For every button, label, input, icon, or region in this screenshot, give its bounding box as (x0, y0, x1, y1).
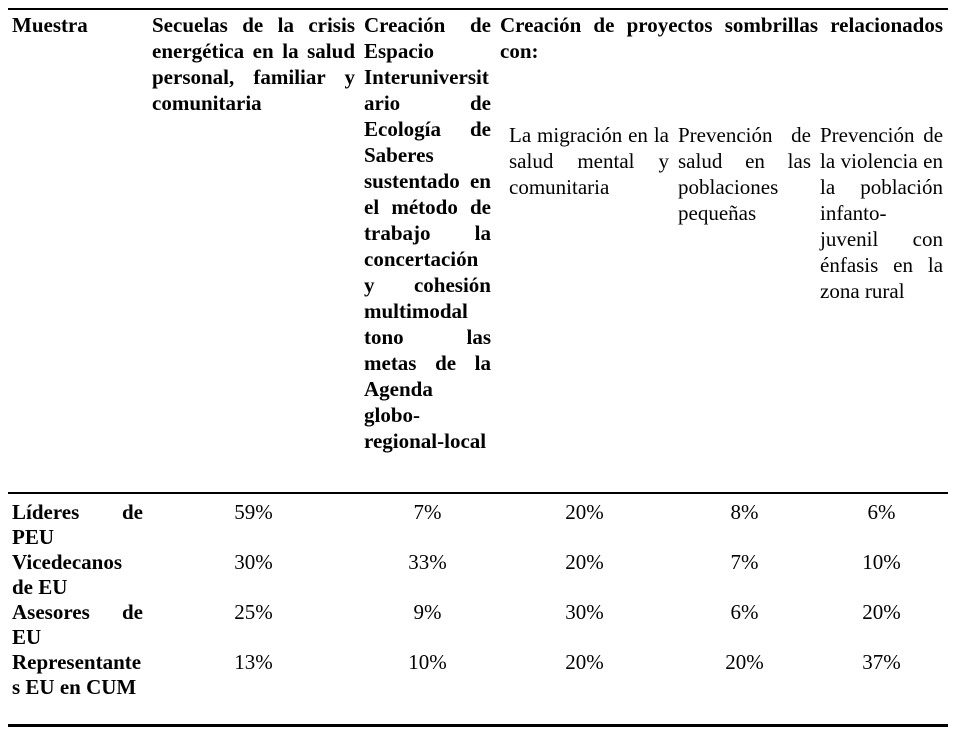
col-header-espacio-interuniversitario: Creación de Espacio Interuniversitario de Ecología de Saberes sustentado en el método de trabajo la concertación y cohesión multimodal tono las metas de la Agenda globo-regional-local (360, 9, 496, 493)
subcol-header-prevencion-violencia-infanto-juvenil: Prevención de la violencia en la población infanto-juvenil con énfasis en la zona rural (816, 120, 948, 493)
percent-cell: 10% (862, 550, 901, 574)
table-row-asesores-eu (8, 600, 948, 650)
col-group-header-proyectos-sombrillas: Creación de proyectos sombrillas relacionados con: (500, 13, 944, 63)
percent-cell: 25% (234, 600, 273, 624)
percent-cell: 20% (862, 600, 901, 624)
percent-cell: 30% (565, 600, 604, 624)
col-header-secuelas-crisis: Secuelas de la crisis energética en la salud personal, familiar y comunitaria (148, 9, 360, 493)
percent-cell: 8% (730, 500, 759, 524)
subcol-header-migracion-salud-mental: La migración en la salud mental y comunitaria (496, 120, 674, 493)
table-row-lideres-peu (8, 493, 948, 550)
header-row-main (8, 9, 948, 120)
row-label: Asesores de EU (12, 600, 143, 649)
percent-cell: 20% (565, 550, 604, 574)
table-bottom-rule (8, 724, 948, 727)
percent-cell: 37% (862, 650, 901, 674)
percent-cell: 10% (408, 650, 447, 674)
table-row-vicedecanos-eu (8, 550, 948, 600)
row-label: Vicedecanos de EU (12, 550, 123, 599)
percent-cell: 7% (413, 500, 442, 524)
percent-cell: 6% (730, 600, 759, 624)
percent-cell: 7% (730, 550, 759, 574)
results-table (8, 8, 948, 725)
row-label: Representantes EU en CUM (12, 650, 142, 699)
percent-cell: 13% (234, 650, 273, 674)
col-header-muestra: Muestra (8, 9, 148, 493)
percent-cell: 59% (234, 500, 273, 524)
percent-cell: 30% (234, 550, 273, 574)
percent-cell: 6% (867, 500, 896, 524)
subcol-header-prevencion-salud-poblaciones: Prevención de salud en las poblaciones pequeñas (674, 120, 816, 493)
percent-cell: 20% (725, 650, 764, 674)
row-label: Líderes de PEU (12, 500, 143, 549)
percent-cell: 20% (565, 500, 604, 524)
table-row-representantes-eu-cum (8, 650, 948, 725)
percent-cell: 9% (413, 600, 442, 624)
percent-cell: 20% (565, 650, 604, 674)
percent-cell: 33% (408, 550, 447, 574)
